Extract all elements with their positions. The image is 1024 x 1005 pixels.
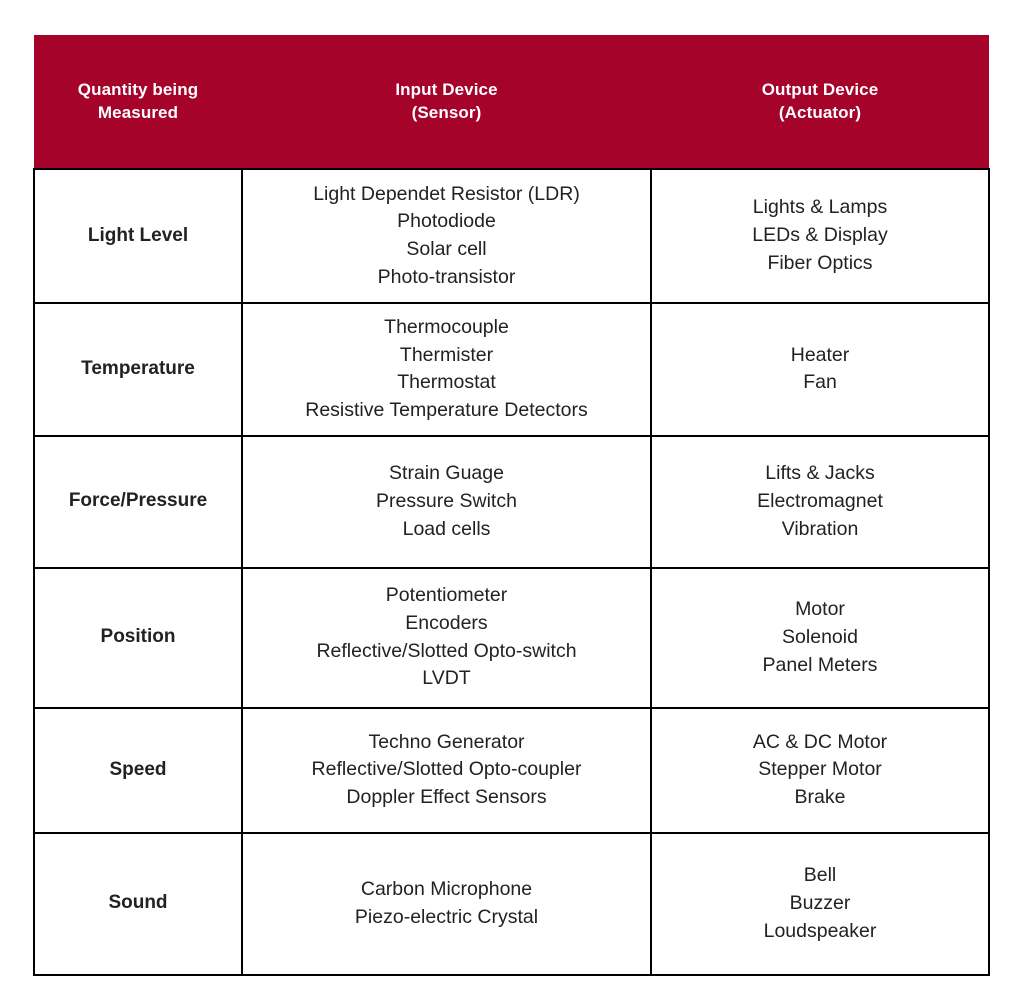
- output-device-item: Panel Meters: [762, 653, 878, 676]
- table-header-row: [34, 35, 989, 169]
- cell-output-devices: [651, 708, 989, 833]
- output-device-item: Solenoid: [782, 625, 858, 648]
- input-device-item: Resistive Temperature Detectors: [305, 399, 588, 422]
- input-device-item: Solar cell: [406, 238, 487, 260]
- input-device-item: Thermocouple: [384, 316, 509, 338]
- cell-output-devices: [651, 303, 989, 436]
- input-device-item: Piezo-electric Crystal: [354, 905, 539, 928]
- quantity-label: Position: [100, 626, 176, 648]
- input-device-item: Encoders: [405, 612, 488, 635]
- output-device-item: Electromagnet: [757, 489, 883, 512]
- output-device-item: Fan: [803, 371, 837, 394]
- cell-quantity: [34, 436, 242, 568]
- table-row: [34, 568, 989, 708]
- cell-output-devices: [651, 169, 989, 303]
- column-header-input-device: [242, 35, 651, 169]
- cell-quantity: [34, 568, 242, 708]
- input-device-item: Photodiode: [397, 210, 496, 233]
- cell-quantity: [34, 169, 242, 303]
- input-device-item: Light Dependet Resistor (LDR): [313, 182, 580, 205]
- output-device-item: LEDs & Display: [752, 224, 888, 247]
- input-device-item: Thermostat: [397, 371, 496, 394]
- output-device-item: Lights & Lamps: [752, 196, 888, 219]
- cell-output-devices: [651, 568, 989, 708]
- column-header-quantity-line-2: Measured: [97, 102, 179, 122]
- cell-output-devices: [651, 833, 989, 975]
- cell-input-devices: [242, 436, 651, 568]
- table-row: [34, 833, 989, 975]
- input-device-item: Reflective/Slotted Opto-switch: [316, 639, 577, 662]
- output-device-item: Motor: [795, 598, 845, 621]
- cell-input-devices: [242, 568, 651, 708]
- input-device-item: Potentiometer: [385, 584, 508, 607]
- output-device-item: Loudspeaker: [763, 919, 877, 942]
- input-device-item: Photo-transistor: [377, 265, 516, 288]
- column-header-output-device-line-1: Output Device: [761, 79, 879, 99]
- column-header-quantity: [34, 35, 242, 169]
- input-device-item: Techno Generator: [368, 730, 525, 753]
- column-header-input-device-line-1: Input Device: [395, 79, 498, 99]
- input-device-item: Thermister: [399, 343, 494, 366]
- sensor-actuator-table-container: [33, 35, 988, 976]
- table-row: [34, 436, 989, 568]
- output-device-item: Brake: [794, 786, 846, 809]
- output-device-item: AC & DC Motor: [752, 730, 888, 753]
- cell-input-devices: [242, 169, 651, 303]
- input-device-item: Doppler Effect Sensors: [346, 786, 547, 809]
- output-device-item: Bell: [803, 864, 837, 887]
- column-header-output-device: [651, 35, 989, 169]
- quantity-label: Sound: [108, 892, 168, 914]
- quantity-label: Light Level: [87, 224, 189, 246]
- output-device-item: Fiber Optics: [767, 251, 873, 274]
- cell-output-devices: [651, 436, 989, 568]
- column-header-quantity-line-1: Quantity being: [77, 79, 199, 99]
- cell-quantity: [34, 833, 242, 975]
- cell-input-devices: [242, 303, 651, 436]
- table-body: [34, 169, 989, 975]
- output-device-item: Stepper Motor: [758, 758, 882, 781]
- input-device-item: Strain Guage: [389, 462, 504, 485]
- table-row: [34, 708, 989, 833]
- table-row: [34, 169, 989, 303]
- input-device-item: Reflective/Slotted Opto-coupler: [311, 758, 582, 781]
- column-header-output-device-line-2: (Actuator): [778, 102, 862, 122]
- output-device-item: Lifts & Jacks: [765, 462, 875, 485]
- quantity-label: Speed: [109, 758, 167, 780]
- sensor-actuator-table: [33, 35, 990, 976]
- cell-quantity: [34, 303, 242, 436]
- column-header-input-device-line-2: (Sensor): [411, 102, 482, 122]
- quantity-label: Force/Pressure: [68, 490, 208, 512]
- cell-input-devices: [242, 708, 651, 833]
- input-device-item: Load cells: [402, 517, 491, 540]
- output-device-item: Buzzer: [789, 891, 851, 914]
- quantity-label: Temperature: [81, 357, 195, 379]
- input-device-item: Pressure Switch: [376, 489, 517, 512]
- table-row: [34, 303, 989, 436]
- input-device-item: Carbon Microphone: [360, 878, 533, 901]
- output-device-item: Vibration: [781, 517, 859, 540]
- cell-quantity: [34, 708, 242, 833]
- input-device-item: LVDT: [422, 667, 471, 690]
- output-device-item: Heater: [790, 343, 850, 366]
- table-header: [34, 35, 989, 169]
- cell-input-devices: [242, 833, 651, 975]
